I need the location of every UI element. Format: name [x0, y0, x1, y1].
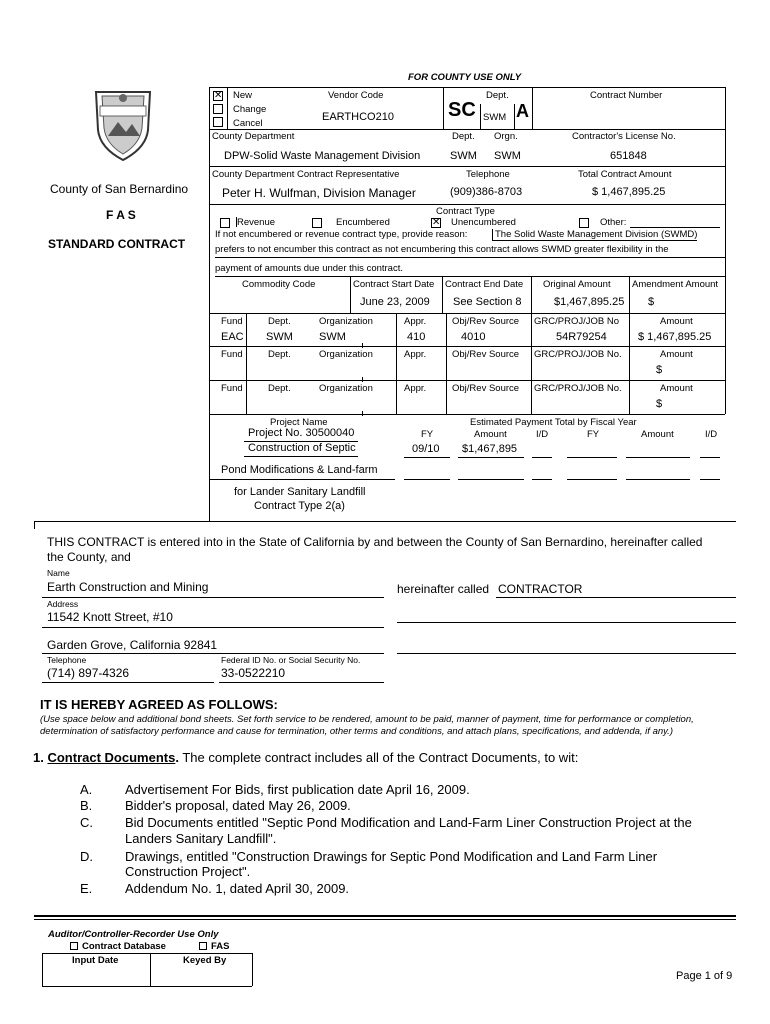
organization-label: Organization [319, 383, 373, 394]
orgn-value: SWM [494, 150, 521, 162]
grc-label: GRC/PROJ/JOB No [534, 316, 619, 327]
fas-checkbox[interactable] [199, 942, 207, 950]
contractor-label: CONTRACTOR [498, 582, 583, 596]
contractor-license: 651848 [610, 150, 647, 162]
rep-telephone: (909)386-8703 [450, 186, 523, 198]
sc-code: SC [448, 99, 476, 121]
new-label: New [233, 90, 253, 101]
dept-value: SWM [483, 112, 507, 123]
organization-label: Organization [319, 316, 373, 327]
item-d-text: Drawings, entitled "Construction Drawings for Septic Pond Modification and Land Farm Liner [125, 849, 658, 864]
appr-value: 410 [407, 331, 426, 343]
contract-database-label: Contract Database [82, 941, 166, 952]
auditor-label: Auditor/Controller-Recorder Use Only [48, 929, 219, 940]
fy2-col-label: FY [587, 429, 600, 440]
section-title: Contract Documents [47, 750, 176, 765]
unencumbered-label: Unencumbered [451, 217, 516, 228]
fy-amount: $1,467,895 [462, 443, 518, 455]
other-label: Other: [600, 217, 627, 228]
reason-line-2: prefers to not encumber this contract as not encumbering this contract allows SWMD greater flexibility in the [215, 244, 669, 255]
address-line-2: Garden Grove, California 92841 [47, 638, 218, 652]
amount-label: Amount [660, 349, 693, 360]
project-line-2: Construction of Septic [248, 442, 356, 454]
for-county-use-only: FOR COUNTY USE ONLY [408, 72, 522, 83]
contractor-telephone: (714) 897-4326 [47, 666, 130, 680]
start-date-label: Contract Start Date [353, 279, 435, 290]
id-col-label: I/D [536, 429, 549, 440]
county-seal-logo [88, 86, 158, 162]
telephone-label: Telephone [466, 169, 510, 180]
original-amount-label: Original Amount [543, 279, 611, 290]
project-name-label: Project Name [270, 417, 328, 428]
dept2-label: Dept. [452, 131, 475, 142]
fas-label: F A S [106, 208, 136, 222]
item-c-letter: C. [80, 815, 93, 830]
federal-id: 33-0522210 [221, 666, 286, 680]
instructions-line-2: determination of satisfactory performance and cause for termination, other terms and conditions, and attach plans, specifications, and addenda, if any.) [40, 726, 673, 737]
cancel-label: Cancel [233, 118, 263, 129]
commodity-code-label: Commodity Code [242, 279, 316, 290]
obj-rev-label: Obj/Rev Source [452, 349, 520, 360]
fund-label: Fund [221, 349, 243, 360]
vendor-code: EARTHCO210 [322, 111, 394, 123]
name-label: Name [47, 568, 70, 578]
original-amount: $1,467,895.25 [554, 296, 625, 308]
reason-line-3: payment of amounts due under this contract. [215, 263, 403, 274]
fy-value: 09/10 [412, 443, 440, 455]
intro-line-2: the County, and [47, 550, 131, 564]
item-c-text-2: Landers Sanitary Landfill". [125, 831, 277, 846]
fund-value: EAC [221, 331, 244, 343]
section-1-heading: 1. Contract Documents. The complete contract includes all of the Contract Documents, to wit: [33, 750, 579, 765]
appr-label: Appr. [404, 316, 427, 327]
new-checkbox[interactable]: ✕ [214, 90, 223, 101]
dept-col-label: Dept. [268, 349, 291, 360]
agreed-heading: IT IS HEREBY AGREED AS FOLLOWS: [40, 697, 278, 712]
end-date-label: Contract End Date [445, 279, 524, 290]
amendment-amount: $ [648, 296, 655, 308]
amount-value: $ [656, 364, 663, 376]
encumbered-checkbox[interactable] [312, 218, 322, 228]
item-d-letter: D. [80, 849, 93, 864]
appr-label: Appr. [404, 383, 427, 394]
contract-database-checkbox[interactable] [70, 942, 78, 950]
end-date: See Section 8 [453, 296, 522, 308]
reason-prompt: If not encumbered or revenue contract type, provide reason: [215, 229, 468, 240]
section-number: 1. [33, 750, 44, 765]
obj-rev-label: Obj/Rev Source [452, 316, 520, 327]
intro-line-1: THIS CONTRACT is entered into in the State of California by and between the County of San Bernardino, hereinafter called [47, 535, 703, 549]
project-line-4: for Lander Sanitary Landfill [234, 486, 366, 498]
county-department: DPW-Solid Waste Management Division [224, 150, 421, 162]
fy-label: FY [421, 429, 434, 440]
grc-label: GRC/PROJ/JOB No. [534, 383, 622, 394]
item-c-text: Bid Documents entitled "Septic Pond Modification and Land-Farm Liner Construction Project at the [125, 815, 692, 830]
contract-number-label: Contract Number [590, 90, 663, 101]
federal-id-label: Federal ID No. or Social Security No. [221, 655, 361, 665]
hereinafter-called: hereinafter called [397, 582, 490, 596]
estimated-label: Estimated Payment Total by Fiscal Year [470, 417, 637, 428]
amount-value: $ 1,467,895.25 [638, 331, 712, 343]
county-name: County of San Bernardino [50, 182, 189, 196]
start-date: June 23, 2009 [360, 296, 430, 308]
amount-label: Amount [660, 316, 693, 327]
rep-label: County Department Contract Representative [212, 169, 400, 180]
change-label: Change [233, 104, 267, 115]
fas-footer-label: FAS [211, 941, 230, 952]
contractor-license-label: Contractor's License No. [572, 131, 676, 142]
dept-value: SWM [266, 331, 293, 343]
revenue-checkbox[interactable] [220, 218, 230, 228]
instructions-line-1: (Use space below and additional bond sheets. Set forth service to be rendered, amount to be paid, manner of payment, time for performance or completion, [40, 714, 694, 725]
other-checkbox[interactable] [579, 218, 589, 228]
amount2-col-label: Amount [641, 429, 674, 440]
item-d-text-2: Construction Project". [125, 864, 251, 879]
total-amount: $ 1,467,895.25 [592, 186, 666, 198]
page-number: Page 1 of 9 [676, 970, 733, 982]
orgn-label: Orgn. [494, 131, 518, 142]
project-line-5: Contract Type 2(a) [254, 500, 345, 512]
address-label: Address [47, 599, 79, 609]
id2-col-label: I/D [705, 429, 718, 440]
appr-label: Appr. [404, 349, 427, 360]
change-checkbox[interactable] [213, 104, 223, 114]
rep-name: Peter H. Wulfman, Division Manager [222, 186, 416, 200]
obj-rev-label: Obj/Rev Source [452, 383, 520, 394]
total-amount-label: Total Contract Amount [578, 169, 672, 180]
unencumbered-checkbox[interactable]: ✕ [432, 217, 441, 228]
org-value: SWM [319, 331, 346, 343]
amendment-amount-label: Amendment Amount [632, 279, 719, 290]
input-date-label: Input Date [72, 955, 119, 966]
address-line-1: 11542 Knott Street, #10 [47, 610, 173, 624]
item-e-letter: E. [80, 881, 93, 896]
dept-col-label: Dept. [268, 383, 291, 394]
item-a-text: Advertisement For Bids, first publication date April 16, 2009. [125, 782, 470, 797]
amount-value: $ [656, 398, 663, 410]
standard-contract-label: STANDARD CONTRACT [48, 237, 186, 251]
keyed-by-label: Keyed By [183, 955, 227, 966]
project-line-1: Project No. 30500040 [248, 427, 355, 439]
contractor-name: Earth Construction and Mining [47, 580, 209, 594]
item-e-text: Addendum No. 1, dated April 30, 2009. [125, 881, 350, 896]
dept2-value: SWM [450, 150, 477, 162]
dept-label: Dept. [486, 90, 509, 101]
amount-label: Amount [660, 383, 693, 394]
obj-value: 4010 [461, 331, 486, 343]
item-b-letter: B. [80, 798, 93, 813]
cancel-checkbox[interactable] [213, 117, 223, 127]
grc-value: 54R79254 [556, 331, 607, 343]
fund-label: Fund [221, 383, 243, 394]
fund-label: Fund [221, 316, 243, 327]
vendor-code-label: Vendor Code [328, 90, 384, 101]
amount-col-label: Amount [474, 429, 507, 440]
project-line-3: Pond Modifications & Land-farm [221, 464, 378, 476]
organization-label: Organization [319, 349, 373, 360]
revenue-label: Revenue [237, 217, 276, 228]
encumbered-label: Encumbered [336, 217, 390, 228]
item-a-letter: A. [80, 782, 93, 797]
section-text: The complete contract includes all of the Contract Documents, to wit: [182, 750, 579, 765]
county-department-label: County Department [212, 131, 295, 142]
item-b-text: Bidder's proposal, dated May 26, 2009. [125, 798, 351, 813]
a-letter: A [516, 101, 529, 121]
contract-type-label: Contract Type [436, 206, 495, 217]
dept-col-label: Dept. [268, 316, 291, 327]
grc-label: GRC/PROJ/JOB No. [534, 349, 622, 360]
reason-line-1: The Solid Waste Management Division (SWMD) [492, 229, 697, 241]
telephone-field-label: Telephone [47, 655, 87, 665]
